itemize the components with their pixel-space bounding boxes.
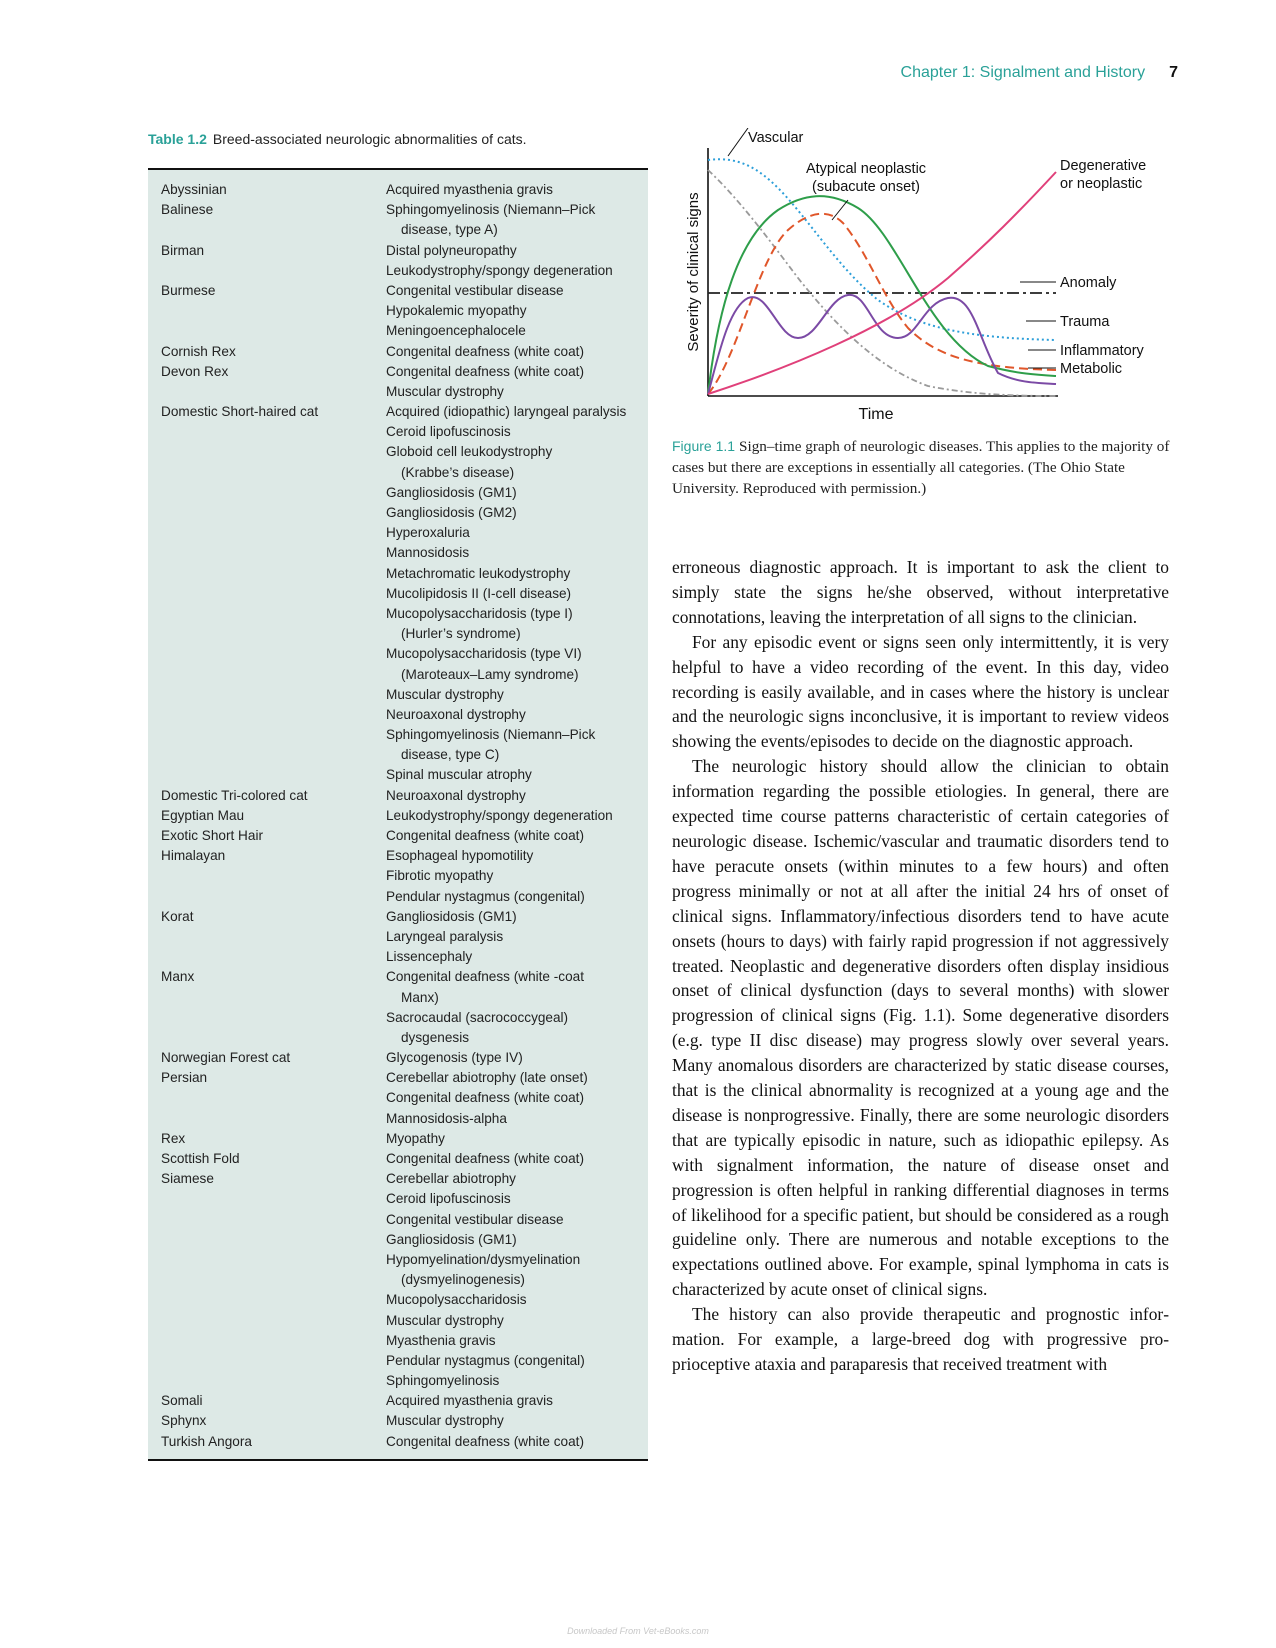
condition-cell: Metachromatic leukodystrophy (386, 565, 571, 581)
condition-cell: dysgenesis (401, 1029, 470, 1045)
table-row (148, 362, 648, 382)
condition-cell: Acquired myasthenia gravis (386, 1393, 553, 1409)
atypical-leader (832, 200, 848, 220)
breed-cell: Korat (161, 908, 194, 924)
vascular-label: Vascular (748, 130, 804, 146)
table-row (148, 523, 648, 543)
atypical-label-line1: Atypical neoplastic (805, 161, 927, 177)
table-row (148, 301, 648, 321)
condition-cell: Distal polyneuropathy (386, 242, 517, 258)
table-caption (148, 131, 527, 147)
table-row (148, 947, 648, 967)
breed-cell: Persian (161, 1070, 208, 1086)
breed-cell: Rex (161, 1130, 186, 1146)
table-row (148, 604, 648, 624)
table-row (148, 382, 648, 402)
condition-cell: Congenital deafness (white coat) (386, 1090, 584, 1106)
condition-cell: Laryngeal paralysis (386, 928, 504, 944)
condition-cell: Congenital deafness (white coat) (386, 1151, 584, 1166)
condition-cell: Mannosidosis-alpha (386, 1110, 507, 1126)
condition-cell: Congenital deafness (white -coat (386, 969, 584, 985)
sign-time-graph (668, 128, 1178, 438)
breed-cell: Sphynx (161, 1413, 207, 1429)
table-row (148, 1411, 648, 1431)
anomaly-label: Anomaly (1060, 275, 1117, 291)
table-row (148, 1331, 648, 1351)
table-row (148, 1008, 648, 1028)
atypical-neoplastic-curve (708, 214, 1056, 394)
figure-caption (672, 436, 1177, 499)
table-row (148, 1129, 648, 1149)
vascular-leader (728, 128, 748, 156)
table-row (148, 584, 648, 604)
table-row (148, 543, 648, 563)
condition-cell: Meningoencephalocele (386, 323, 526, 339)
breed-cell: Abyssinian (161, 182, 227, 197)
condition-cell: Congenital deafness (white coat) (386, 343, 584, 359)
condition-cell: Acquired (idiopathic) laryngeal paralysis (386, 404, 627, 420)
table-row (148, 1169, 648, 1189)
condition-cell: Lissencephaly (386, 949, 473, 965)
condition-cell: Neuroaxonal dystrophy (386, 787, 526, 803)
breed-cell: Birman (161, 242, 205, 258)
condition-cell: Sphingomyelinosis (Niemann–Pick (386, 202, 596, 218)
condition-cell: (Maroteaux–Lamy syndrome) (401, 666, 579, 682)
table-label: Table 1.2 (148, 131, 207, 147)
x-axis-label: Time (858, 406, 894, 423)
condition-cell: Muscular dystrophy (386, 686, 504, 702)
paragraph-3: The neurologic history should allow the clinician to obtain information regarding the possible etiologies. In general, there are expected time course patterns characteristic of certain categories of neurologic disease. Ischemic/vascular and traumatic disorders tend to have peracute onsets (within minutes to a few hours) and often progress minimally or not at all after the initial 24 hrs of onset of clinical signs. Inflammatory/infectious disorders tend to have acute onsets (hours to days) with fairly rapid progression if not aggressively treated. Neoplastic and degenerative disorders often display insidious onset of clinical dysfunction (days to several months) with slower progression of clinical signs (Fig. 1.1). Some degenerative disorders (e.g. type II disc disease) may progress slowly over several years. Many anomalous disorders are characterized by static disease courses, that is the clinical abnormality is recognized at a young age and the disease is nonprogressive. Finally, there are some neurologic disorders that are typically episodic in nature, such as idiopathic epilepsy. As with signalment information, the nature of disease onset and progression is often helpful in ranking differential diagnoses in terms of likelihood for a specific patient, but should be considered as a rough guideline only. There are numerous and notable exceptions to the expectations outlined above. For example, spinal lymphoma in cats is characterized by acute onset of clinical signs. (672, 756, 1169, 1300)
condition-cell: disease, type C) (401, 747, 500, 763)
degenerative-label-line1: Degenerative (1060, 158, 1147, 174)
condition-cell: Muscular dystrophy (386, 383, 504, 399)
condition-cell: Muscular dystrophy (386, 1413, 504, 1429)
metabolic-label: Metabolic (1060, 361, 1123, 377)
table-row (148, 1250, 648, 1270)
condition-cell: Cerebellar abiotrophy (late onset) (386, 1070, 588, 1086)
table-row (148, 725, 648, 745)
table-row (148, 220, 648, 240)
condition-cell: Leukodystrophy/spongy degeneration (386, 262, 613, 278)
table-row (148, 342, 648, 362)
table-title: Breed-associated neurologic abnormalities of cats. (212, 131, 527, 147)
table-row (148, 705, 648, 725)
condition-cell: Pendular nystagmus (congenital) (386, 888, 585, 904)
degenerative-label-line2: or neoplastic (1060, 176, 1143, 192)
condition-cell: Cerebellar abiotrophy (386, 1171, 516, 1187)
condition-cell: Myopathy (386, 1130, 445, 1146)
condition-cell: Mannosidosis (386, 545, 470, 561)
table-row (148, 402, 648, 422)
condition-cell: Congenital deafness (white coat) (386, 828, 584, 843)
condition-cell: Sacrocaudal (sacrococcygeal) (386, 1009, 569, 1025)
condition-cell: Ceroid lipofuscinosis (386, 1191, 511, 1207)
condition-cell: Congenital deafness (white coat) (386, 363, 584, 379)
condition-cell: disease, type A) (401, 222, 498, 238)
condition-cell: Gangliosidosis (GM2) (386, 505, 517, 520)
table-row (148, 927, 648, 947)
condition-cell: Globoid cell leukodystrophy (386, 444, 553, 460)
table-row (148, 564, 648, 584)
condition-cell: (dysmyelinogenesis) (401, 1272, 525, 1288)
body-text (672, 555, 1169, 1377)
chapter-title: Chapter 1: Signalment and History (900, 64, 1146, 81)
condition-cell: Leukodystrophy/spongy degeneration (386, 807, 613, 823)
table-row (148, 1371, 648, 1391)
table-row (148, 241, 648, 261)
condition-cell: Ceroid lipofuscinosis (386, 424, 511, 440)
condition-cell: Mucopolysaccharidosis (type I) (386, 605, 573, 621)
breed-cell: Devon Rex (161, 363, 229, 379)
table-row (148, 685, 648, 705)
condition-cell: Mucolipidosis II (I-cell disease) (386, 585, 572, 601)
condition-cell: (Krabbe’s disease) (401, 464, 515, 480)
table-row (148, 442, 648, 462)
condition-cell: Congenital vestibular disease (386, 282, 564, 298)
table-row (148, 281, 648, 301)
table-row (148, 887, 648, 907)
condition-cell: Gangliosidosis (GM1) (386, 1231, 517, 1247)
trauma-label: Trauma (1060, 314, 1110, 330)
breed-cell: Manx (161, 969, 195, 985)
condition-cell: Congenital deafness (white coat) (386, 1433, 584, 1449)
breed-cell: Domestic Tri-colored cat (161, 787, 308, 803)
table-row (148, 866, 648, 886)
condition-cell: Spinal muscular atrophy (386, 767, 532, 783)
table-row (148, 745, 648, 765)
table-row (148, 483, 648, 503)
condition-cell: Mucopolysaccharidosis (type VI) (386, 646, 582, 662)
table-row (148, 1351, 648, 1371)
metabolic-curve (708, 295, 1056, 394)
table-row (148, 1230, 648, 1250)
breed-table (148, 168, 648, 1461)
table-row (148, 644, 648, 664)
table-row (148, 1109, 648, 1129)
table-row (148, 806, 648, 826)
table-row (148, 1290, 648, 1310)
degenerative-curve (708, 172, 1056, 394)
breed-cell: Somali (161, 1393, 203, 1409)
paragraph-1: erroneous diagnostic approach. It is important to ask the client to simply state the signs he/she observed, without interpretative connotations, leaving the interpretation of all signs to the clinician. (672, 557, 1169, 627)
condition-cell: Fibrotic myopathy (386, 868, 494, 884)
table-row (148, 321, 648, 341)
table-row (148, 503, 648, 523)
atypical-label-line2: (subacute onset) (811, 179, 921, 195)
condition-cell: Glycogenosis (type IV) (386, 1050, 523, 1066)
condition-cell: Sphingomyelinosis (386, 1373, 500, 1389)
breed-cell: Turkish Angora (161, 1433, 252, 1449)
condition-cell: Sphingomyelinosis (Niemann–Pick (386, 727, 596, 743)
table-row (148, 988, 648, 1008)
table-row (148, 1048, 648, 1068)
table-row (148, 180, 648, 200)
breed-cell: Balinese (161, 202, 214, 218)
condition-cell: Pendular nystagmus (congenital) (386, 1352, 585, 1368)
breed-cell: Exotic Short Hair (161, 828, 263, 843)
condition-cell: Congenital vestibular disease (386, 1211, 564, 1227)
table-row (148, 786, 648, 806)
condition-cell: Hypokalemic myopathy (386, 303, 527, 319)
table-rows (148, 180, 648, 1452)
condition-cell: Hyperoxaluria (386, 525, 470, 541)
page-number: 7 (1169, 64, 1178, 81)
table-row (148, 967, 648, 987)
inflammatory-label: Inflammatory (1060, 343, 1144, 359)
paragraph-4: The history can also provide therapeutic and prognostic information. For example, a large-breed dog with progressive proprioceptive ataxia and paraparesis that received treatment with (672, 1304, 1169, 1374)
table-row (148, 463, 648, 483)
table-row (148, 907, 648, 927)
condition-cell: Esophageal hypomotility (386, 848, 534, 864)
table-row (148, 1210, 648, 1230)
figure-label: Figure 1.1 (672, 438, 736, 454)
condition-cell: Mucopolysaccharidosis (386, 1292, 527, 1308)
table-row (148, 200, 648, 220)
table-row (148, 422, 648, 442)
breed-cell: Scottish Fold (161, 1151, 240, 1166)
breed-cell: Norwegian Forest cat (161, 1050, 291, 1066)
table-row (148, 1028, 648, 1048)
table-row (148, 765, 648, 785)
y-axis-label: Severity of clinical signs (685, 192, 702, 352)
breed-cell: Egyptian Mau (161, 807, 245, 823)
table-row (148, 261, 648, 281)
vascular-curve (708, 170, 1056, 396)
table-row (148, 1270, 648, 1290)
condition-cell: Manx) (401, 989, 439, 1005)
table-row (148, 1432, 648, 1452)
table-row (148, 1088, 648, 1108)
table-row (148, 826, 648, 846)
running-head (901, 64, 1178, 82)
condition-cell: Neuroaxonal dystrophy (386, 706, 526, 722)
table-row (148, 1149, 648, 1169)
breed-cell: Himalayan (161, 848, 226, 864)
table-row (148, 624, 648, 644)
paragraph-2: For any episodic event or signs seen only intermittently, it is very helpful to have a video recording of the event. In this day, video recording is easily available, and in cases where the history is unclear and the neurologic signs inconclusive, it is important to review videos showing the events/episodes to decide on the diagnostic approach. (672, 631, 1169, 752)
condition-cell: Gangliosidosis (GM1) (386, 484, 517, 500)
breed-cell: Burmese (161, 282, 216, 298)
watermark: Downloaded From Vet-eBooks.com (567, 1626, 709, 1636)
table-row (148, 1391, 648, 1411)
table-row (148, 1189, 648, 1209)
breed-cell: Domestic Short-haired cat (161, 404, 319, 420)
condition-cell: Gangliosidosis (GM1) (386, 908, 517, 924)
table-row (148, 846, 648, 866)
condition-cell: Myasthenia gravis (386, 1332, 496, 1348)
condition-cell: (Hurler’s syndrome) (401, 626, 521, 642)
condition-cell: Hypomyelination/dysmyelination (386, 1251, 581, 1267)
breed-cell: Siamese (161, 1171, 214, 1187)
figure-caption-text: Sign–time graph of neurologic diseases. This applies to the majority of cases but there are exceptions in essentially all categories. (The Ohio State University. Reproduced with permission.) (672, 438, 1170, 497)
table-row (148, 665, 648, 685)
condition-cell: Muscular dystrophy (386, 1312, 504, 1328)
condition-cell: Acquired myasthenia gravis (386, 182, 553, 197)
table-row (148, 1068, 648, 1088)
breed-cell: Cornish Rex (161, 343, 236, 359)
table-row (148, 1311, 648, 1331)
